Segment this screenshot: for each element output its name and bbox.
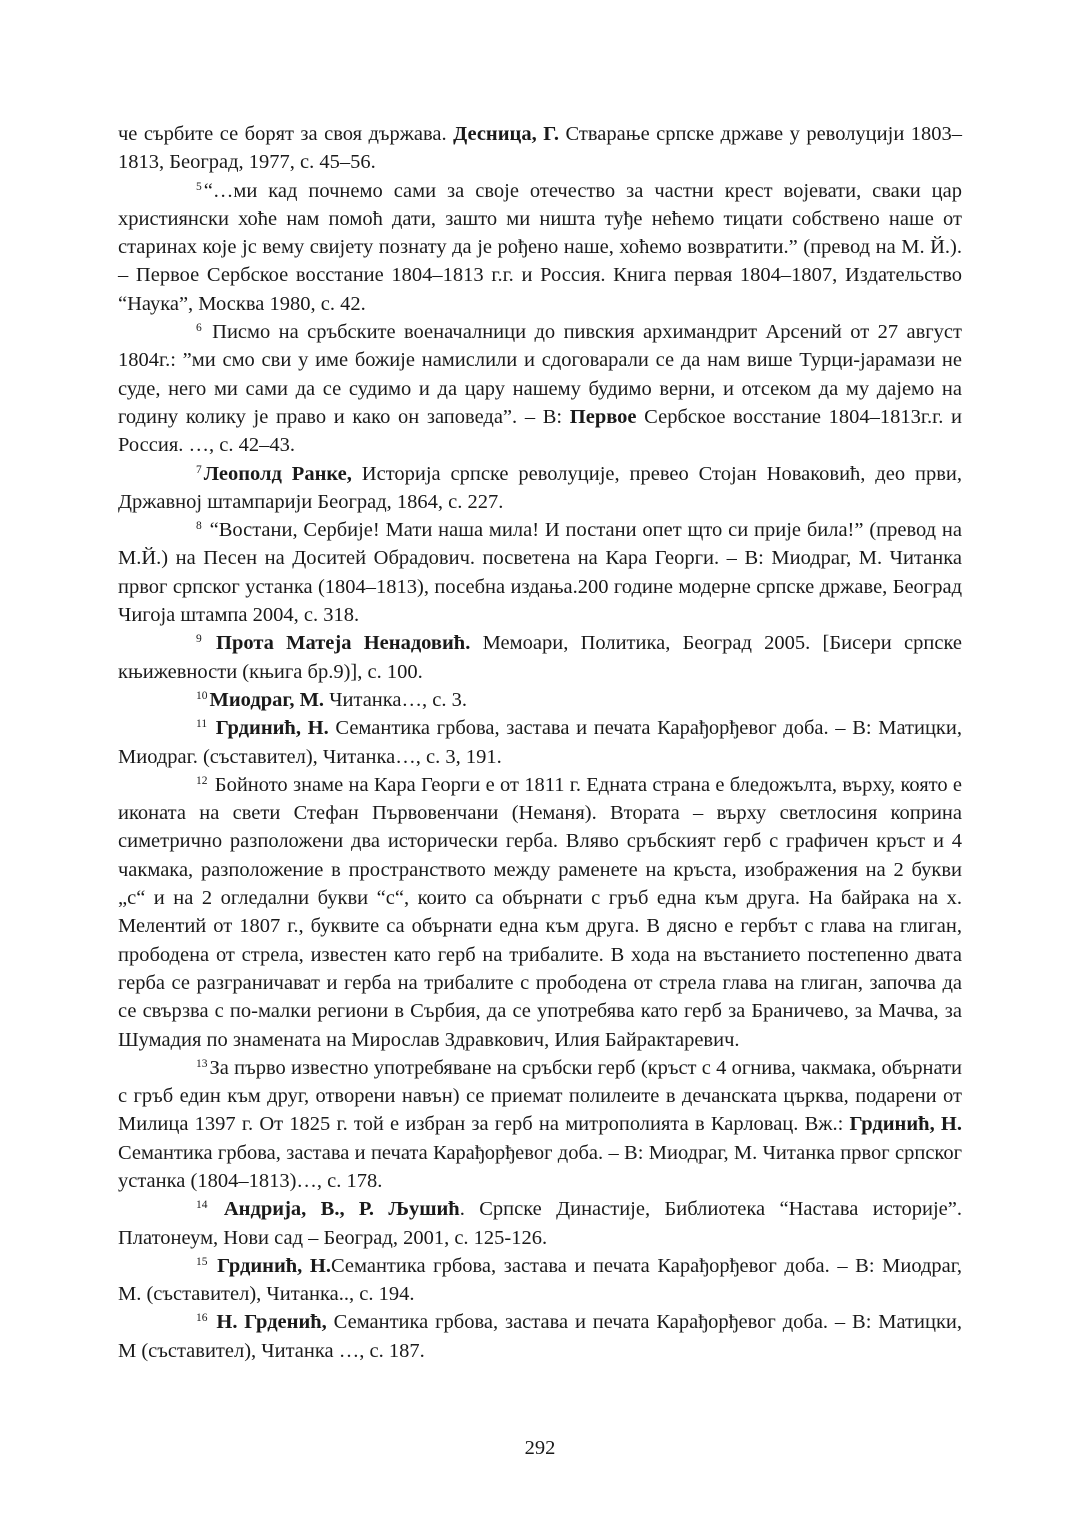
page-number: 292 (524, 1437, 556, 1459)
footnotes-block (118, 120, 962, 1365)
footnote-marker: 13 (196, 1057, 208, 1070)
footnote-14: $^{14}$ Андрија, В., Р. Љушић. Српске Династије, Библиотека “Настава историје”. Платонеум, Нови сад – Београд, 2001, с. 125-126. (118, 1198, 963, 1249)
footnote-marker: 14 (196, 1199, 208, 1212)
footnote-5: $^5$“…ми кад почнемо сами за своје отечество за частни крест војевати, сваки цар християнски хоће нам помоћ дати, зашто ми ништа туђе нећемо тицати собствено наше от старинах које јс вему свијету познату да је рођено наше, хоћемо возвратити.” (превод на М. Й.). – Первое Сербское восстание 1804–1813 г.г. и Россия. Книга первая 1804–1807, Издательство “Наука”, Москва 1980, с. 42. (118, 179, 962, 315)
footnote-marker: 10 (196, 689, 208, 702)
footnote-marker: 16 (196, 1312, 208, 1325)
footnote-7: $^7$Леополд Ранке, Историја српске револуције, превео Стојан Новаковић, део први, Државној штампарији Београд, 1864, с. 227. (118, 462, 962, 513)
footnote-marker: 6 (196, 322, 202, 335)
footnote-marker: 9 (196, 633, 202, 646)
footnote-9: $^9$ Прота Матеја Ненадовић. Мемоари, Политика, Београд 2005. [Бисери српске књижевности (књига бр.9)], с. 100. (118, 632, 962, 683)
footnote-8: $^8$ “Востани, Сербије! Мати наша мила! И постани опет щто си прије била!” (превод на М.Й.) на Песен на Доситей Обрадович. посветена на Кара Георги. – В: Миодраг, М. Читанка првог српског устанка (1804–1813), посебна издања.200 године модерне српске државе, Београд Чигоја штампа 2004, с. 318. (118, 519, 962, 627)
footnote-13: $^{13}$За първо известно употребяване на сръбски герб (кръст с 4 огнива, чакмака, обърнати с гръб един към друг, отворени навън) се приемат полилеите в дечанската църква, подарени от Милица 1397 г. От 1825 г. той е избран за герб на митрополията в Карловац. Вж.: Грдинић, Н. Семантика грбова, застава и печата Карађорђевог доба. – В: Миодраг, М. Читанка првог српског устанка (1804–1813)…, с. 178. (118, 1056, 962, 1192)
footnote-marker: 8 (196, 520, 202, 533)
footnote-continuation: че сърбите се борят за своя държава. Десница, Г. Стварање српске државе у револуцији 1803–1813, Београд, 1977, с. 45–56. (118, 123, 963, 174)
footnote-marker: 7 (196, 463, 202, 476)
footnote-12: $^{12}$ Бойното знаме на Кара Георги е от 1811 г. Едната страна е бледожълта, върху, която е иконата на свети Стефан Първовенчани (Неманя). Втората – върху светлосиня коприна симетрично разположени два исторически герба. Вляво сръбският герб с графичен кръст и 4 чакмака, разположение в пространството между раменете на кръста, изображения на 2 букви „с“ и на 2 огледални букви “с“, които са обърнати с гръб една към друга. На байрака на х. Мелентий от 1807 г., буквите са обърнати една към друга. В дясно е гербът с глава на глиган, прободена от стрела, известен като герб на трибалите. В хода на въстанието постепенно двата герба се разграничават и герба на трибалите с прободена от стрела глава на глиган, започва да се свързва с по-малки региони в Сърбия, да се употребява като герб за Браничево, за Мачва, за Шумадия по знамената на Мирослав Здравкович, Илия Байрактаревич. (118, 773, 962, 1051)
footnote-15: $^{15}$ Грдинић, Н.Семантика грбова, застава и печата Карађорђевог доба. – В: Миодраг, М. (съставител), Читанка.., с. 194. (118, 1254, 962, 1306)
footnote-marker: 12 (196, 774, 208, 787)
footnote-marker: 11 (196, 718, 208, 731)
footnote-6: $^6$ Писмо на сръбските военачалници до пивския архимандрит Арсений от 27 август 1804г.: ”ми смо сви у име божије намислили и сдоговарали се да нам више Турци-јарамази не суде, него ми сами да се судимо и да цару нашему будимо верни, и отсеком да му дајемо на годину колику је право и како он заповеда”. – В: Первое Сербское восстание 1804–1813г.г. и Россия. …, с. 42–43. (118, 321, 963, 457)
footnote-marker: 5 (196, 180, 202, 193)
footnote-marker: 15 (196, 1255, 208, 1268)
footnote-11: $^{11}$ Грдинић, Н. Семантика грбова, застава и печата Карађорђевог доба. – В: Матицки, Миодраг. (съставител), Читанка…, с. 3, 191. (118, 717, 962, 768)
footnote-16: $^{16}$ Н. Грденић, Семантика грбова, застава и печата Карађорђевог доба. – В: Матицки, М (съставител), Читанка …, с. 187. (118, 1311, 962, 1362)
footnote-10: $^{10}$Миодраг, М. Читанка…, с. 3. (196, 688, 467, 711)
